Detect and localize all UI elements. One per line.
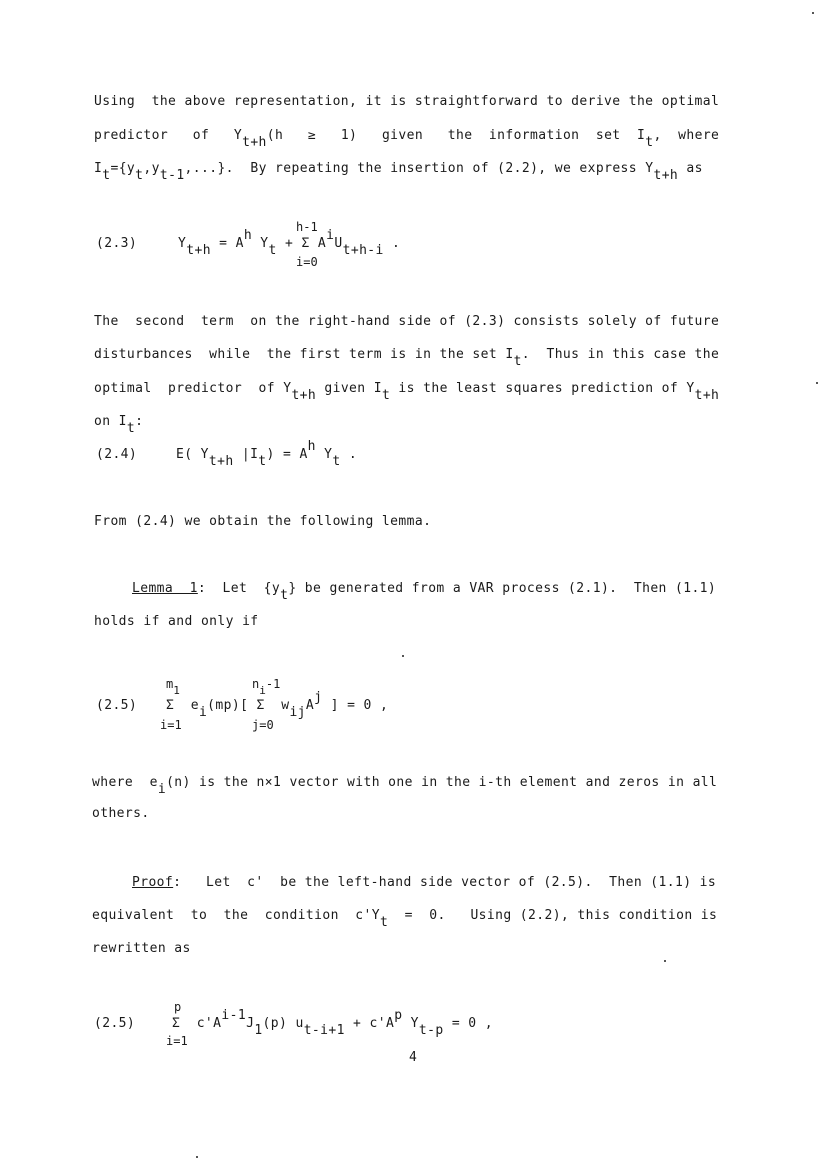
scan-speck [816, 382, 818, 384]
para2-line4: on It: [94, 414, 144, 436]
para1-line2: predictor of Yt+h(h ≥ 1) given the information set It, where [94, 128, 720, 150]
proof-line3: rewritten as [92, 941, 191, 956]
para4-line1: where ei(n) is the n×1 vector with one in the i-th element and zeros in all [92, 775, 718, 797]
para2-line2: disturbances while the first term is in the set It. Thus in this case the [94, 347, 720, 369]
lemma-line2: holds if and only if [94, 614, 259, 629]
scan-speck [402, 655, 404, 657]
eq25-label: (2.5) [96, 698, 138, 713]
eq24-body: E( Yt+h |It) = Ah Yt . [176, 439, 358, 469]
eq25-body: Σ ei(mp)[ Σ wijAj ] = 0 , [166, 690, 389, 720]
proof-line2: equivalent to the condition c'Yt = 0. Using (2.2), this condition is [92, 908, 718, 930]
eq25-lower-limit-2: j=0 [252, 718, 274, 732]
lemma-title: Lemma 1 [132, 581, 198, 596]
para1-line3: It={yt,yt-1,...}. By repeating the insertion of (2.2), we express Yt+h as [94, 161, 703, 183]
scan-speck [664, 960, 666, 962]
page-number: 4 [409, 1050, 418, 1065]
lemma-line1: Lemma 1: Let {yt} be generated from a VAR process (2.1). Then (1.1) [132, 581, 717, 603]
proof-title: Proof [132, 875, 174, 890]
scan-speck [196, 1156, 198, 1158]
para2-line3: optimal predictor of Yt+h given It is the least squares prediction of Yt+h [94, 381, 720, 403]
para3-line1: From (2.4) we obtain the following lemma. [94, 514, 432, 529]
para2-line1: The second term on the right-hand side of (2.3) consists solely of future [94, 314, 720, 329]
para4-line2: others. [92, 806, 150, 821]
para1-line1: Using the above representation, it is straightforward to derive the optimal [94, 94, 720, 109]
eq25-lower-limit-1: i=1 [160, 718, 182, 732]
eq26-lower-limit: i=1 [166, 1034, 188, 1048]
eq26-upper-limit: p [174, 1000, 182, 1014]
eq24-label: (2.4) [96, 447, 138, 462]
eq23-lower-limit: i=0 [296, 255, 318, 269]
eq23-body: Yt+h = Ah Yt + Σ AiUt+h-i . [178, 228, 401, 258]
eq26-label: (2.5) [94, 1016, 136, 1031]
eq23-upper-limit: h-1 [296, 220, 318, 234]
eq23-label: (2.3) [96, 236, 138, 251]
eq25-upper-limit-1: m1 [166, 677, 180, 697]
eq25-upper-limit-2: ni-1 [252, 677, 281, 697]
proof-line1: Proof: Let c' be the left-hand side vector of (2.5). Then (1.1) is [132, 875, 717, 890]
scan-speck [812, 12, 814, 14]
eq26-body: Σ c'Ai-1J1(p) ut-i+1 + c'Ap Yt-p = 0 , [172, 1008, 493, 1038]
